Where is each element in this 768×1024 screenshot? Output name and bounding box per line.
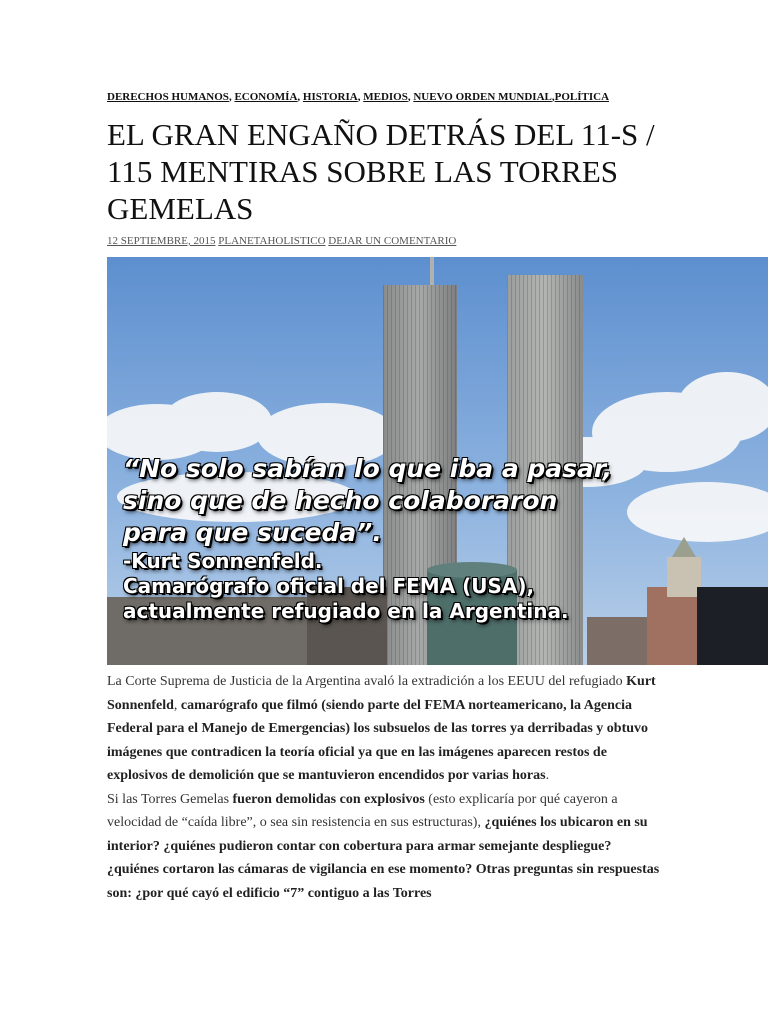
category-link[interactable]: NUEVO ORDEN MUNDIAL xyxy=(413,91,552,103)
body-text: La Corte Suprema de Justicia de la Argentina avaló la extradición a los EEUU del refugiado xyxy=(107,674,627,689)
category-list xyxy=(107,91,707,103)
author-link[interactable]: PLANETAHOLISTICO xyxy=(218,235,326,247)
hero-image xyxy=(107,257,768,665)
body-text: Si las Torres Gemelas xyxy=(107,791,233,807)
body-text: (esto explicaría por qué cayeron a velocidad de “caída libre”, o sea sin resistencia en sus estructuras), xyxy=(107,791,618,830)
comment-link[interactable]: DEJAR UN COMENTARIO xyxy=(328,235,457,247)
attribution-line: Camarógrafo oficial del FEMA (USA), xyxy=(123,574,535,598)
body-text: , xyxy=(173,697,181,713)
title-line: EL GRAN ENGAÑO DETRÁS DEL 11-S / xyxy=(107,117,655,152)
category-separator: , xyxy=(407,91,414,103)
bold-text: fueron demolidas con explosivos xyxy=(232,791,425,807)
category-link[interactable]: POLÍTICA xyxy=(554,91,610,103)
post-date-link[interactable]: 12 SEPTIEMBRE, 2015 xyxy=(107,235,216,247)
bold-text: Kurt Sonnenfeld xyxy=(107,674,656,713)
article-body xyxy=(107,670,662,905)
category-separator: , xyxy=(551,91,555,103)
category-link[interactable]: DERECHOS HUMANOS xyxy=(107,91,229,103)
category-separator: , xyxy=(228,91,235,103)
quote-overlay xyxy=(123,453,763,624)
title-line: GEMELAS xyxy=(107,191,254,226)
quote-line: sino que de hecho colaboraron xyxy=(123,486,558,515)
title-line: 115 MENTIRAS SOBRE LAS TORRES xyxy=(107,154,619,189)
bold-text: ¿quiénes los ubicaron en su interior? ¿quiénes pudieron contar con cobertura para armar semejante despliegue? ¿quiénes cortaron las cámaras de vigilancia en ese momento? Otras preguntas sin respuestas son: ¿por qué cayó el edificio “7” contiguo a las Torres xyxy=(107,815,660,901)
category-separator: , xyxy=(357,91,364,103)
category-separator: , xyxy=(297,91,303,103)
body-paragraph xyxy=(107,670,662,788)
body-paragraph xyxy=(107,788,662,906)
attribution-line: -Kurt Sonnenfeld. xyxy=(123,549,323,573)
attribution-line: actualmente refugiado en la Argentina. xyxy=(123,599,569,623)
quote-line: “No solo sabían lo que iba a pasar, xyxy=(123,454,613,483)
category-link[interactable]: HISTORIA xyxy=(302,91,358,103)
body-text: . xyxy=(545,768,550,783)
category-link[interactable]: ECONOMÍA xyxy=(234,91,298,103)
article-title xyxy=(107,116,707,227)
category-link[interactable]: MEDIOS xyxy=(363,91,408,103)
quote-line: para que suceda”. xyxy=(123,518,382,547)
post-meta xyxy=(107,235,707,247)
bold-text: camarógrafo que filmó (siendo parte del FEMA norteamericano, la Agencia Federal para el Manejo de Emergencias) los subsuelos de las torres ya derribadas y obtuvo imágenes que contradicen la teoría oficial ya que en las imágenes aparecen restos de explosivos de demolición que se mantuvieron encendidos por varias horas xyxy=(107,697,649,783)
